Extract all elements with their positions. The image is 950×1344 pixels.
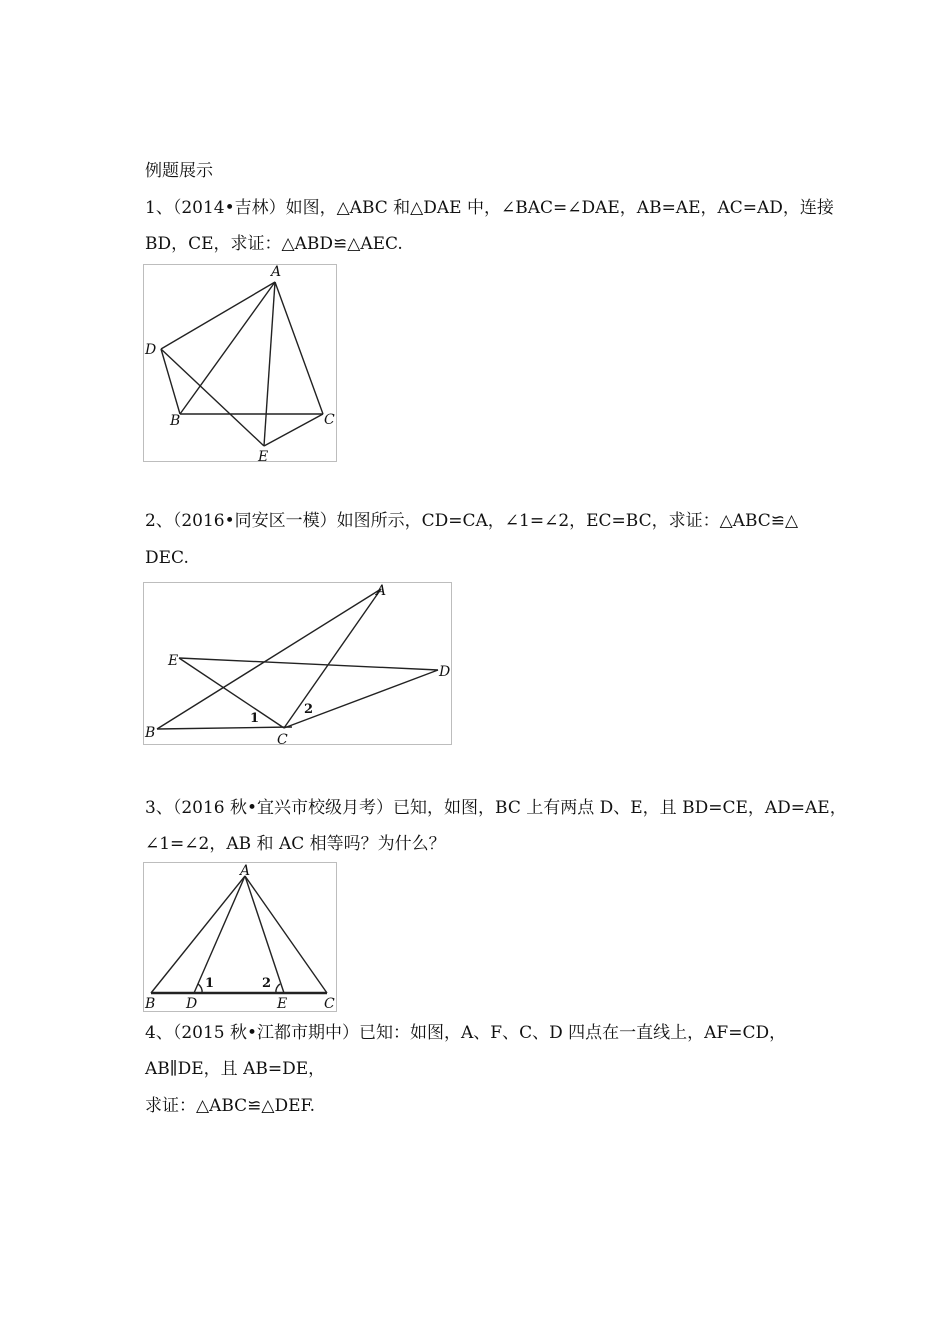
problem-3-line-1: 3、（2016 秋•宜兴市校级月考）已知，如图，BC 上有两点 D、E，且 BD=CE，AD=AE， — [145, 798, 847, 818]
point-label-d: D — [145, 342, 157, 358]
point-label-a: A — [271, 265, 282, 280]
problem-2-line-1: 2、（2016•同安区一模）如图所示，CD=CA，∠1=∠2，EC=BC，求证：△ABC≌△ — [145, 511, 799, 531]
section-title: 例题展示 — [145, 161, 213, 181]
problem-2-line-2: DEC. — [145, 548, 189, 568]
point-label-c: C — [324, 996, 335, 1011]
problem-1-line-1: 1、（2014•吉林）如图，△ABC 和△DAE 中，∠BAC=∠DAE，AB=AE，AC=AD，连接 — [145, 198, 834, 218]
angle-label-1: 1 — [250, 711, 260, 726]
figure-2-segments — [157, 589, 438, 729]
point-label-b: B — [145, 725, 156, 741]
problem-1-line-2: BD，CE，求证：△ABD≌△AEC. — [145, 234, 403, 254]
figure-1-segments — [161, 282, 323, 446]
point-label-c: C — [324, 412, 335, 428]
problem-3-line-2: ∠1=∠2，AB 和 AC 相等吗？为什么？ — [145, 834, 446, 854]
angle-label-1: 1 — [205, 976, 215, 991]
point-label-e: E — [277, 996, 288, 1011]
point-label-c: C — [277, 732, 288, 744]
point-label-e: E — [258, 449, 269, 461]
point-label-a: A — [376, 583, 387, 599]
problem-1-figure — [143, 264, 337, 462]
point-label-b: B — [170, 413, 181, 429]
angle-label-2: 2 — [262, 976, 272, 991]
point-label-d: D — [439, 664, 451, 680]
problem-3-figure — [143, 862, 337, 1012]
problem-2-figure — [143, 582, 452, 745]
point-label-e: E — [168, 653, 179, 669]
point-label-d: D — [186, 996, 198, 1011]
problem-4-line-2: AB∥DE，且 AB=DE， — [145, 1059, 326, 1079]
point-label-b: B — [145, 996, 156, 1011]
point-label-a: A — [240, 863, 251, 879]
problem-4-line-1: 4、（2015 秋•江都市期中）已知：如图，A、F、C、D 四点在一直线上，AF=CD， — [145, 1023, 787, 1043]
figure-3-segments — [151, 876, 327, 993]
problem-4-line-3: 求证：△ABC≌△DEF. — [145, 1096, 316, 1116]
angle-label-2: 2 — [304, 702, 314, 717]
